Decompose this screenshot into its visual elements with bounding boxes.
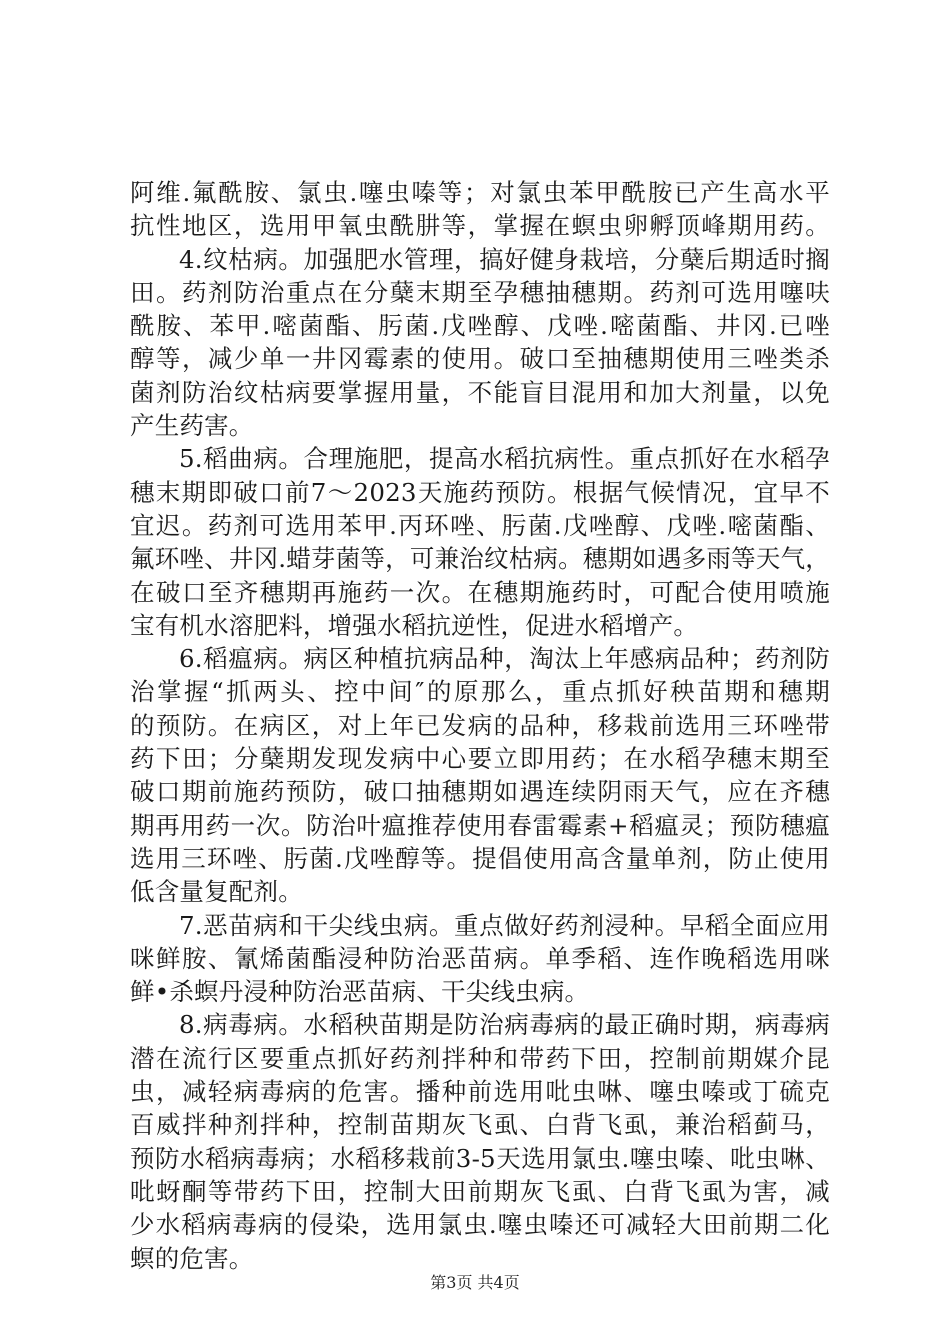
text-line: 田。药剂防治重点在分蘖末期至孕穗抽穗期。药剂可选用噻呋 — [130, 277, 830, 307]
text-line: 氟环唑、井冈.蜡芽菌等，可兼治纹枯病。穗期如遇多雨等天气， — [130, 544, 830, 574]
text-line: 螟的危害。 — [130, 1243, 254, 1273]
text-line: 阿维.氟酰胺、氯虫.噻虫嗪等；对氯虫苯甲酰胺已产生高水平 — [130, 178, 830, 207]
text-line: 菌剂防治纹枯病要掌握用量，不能盲目混用和加大剂量，以免 — [130, 377, 830, 407]
text-line: 的预防。在病区，对上年已发病的品种，移栽前选用三环唑带 — [130, 710, 830, 740]
text-line: 8.病毒病。水稻秧苗期是防治病毒病的最正确时期，病毒病 — [179, 1010, 830, 1040]
text-line: 药下田；分蘖期发现发病中心要立即用药；在水稻孕穗末期至 — [130, 744, 830, 774]
text-line: 醇等，减少单一井冈霉素的使用。破口至抽穗期使用三唑类杀 — [130, 344, 830, 374]
text-line: 4.纹枯病。加强肥水管理，搞好健身栽培，分蘖后期适时搁 — [179, 244, 830, 274]
text-line: 穗末期即破口前7～2023天施药预防。根据气候情况，宜早不 — [130, 477, 830, 507]
text-line: 5.稻曲病。合理施肥，提高水稻抗病性。重点抓好在水稻孕 — [179, 444, 830, 474]
text-line: 在破口至齐穗期再施药一次。在穗期施药时，可配合使用喷施 — [130, 577, 830, 607]
text-line: 酰胺、苯甲.嘧菌酯、肟菌.戊唑醇、戊唑.嘧菌酯、井冈.已唑 — [130, 311, 830, 341]
text-line: 宜迟。药剂可选用苯甲.丙环唑、肟菌.戊唑醇、戊唑.嘧菌酯、 — [130, 510, 830, 540]
text-line: 虫，减轻病毒病的危害。播种前选用吡虫啉、噻虫嗪或丁硫克 — [130, 1077, 830, 1107]
text-line: 宝有机水溶肥料，增强水稻抗逆性，促进水稻增产。 — [130, 610, 699, 640]
text-line: 鲜•杀螟丹浸种防治恶苗病、干尖线虫病。 — [130, 977, 590, 1007]
body-text — [130, 176, 830, 1275]
text-line: 咪鲜胺、氰烯菌酯浸种防治恶苗病。单季稻、连作晚稻选用咪 — [130, 943, 830, 973]
text-line: 少水稻病毒病的侵染，选用氯虫.噻虫嗪还可减轻大田前期二化 — [130, 1210, 830, 1240]
text-line: 低含量复配剂。 — [130, 877, 303, 907]
text-line: 7.恶苗病和干尖线虫病。重点做好药剂浸种。早稻全面应用 — [179, 910, 830, 940]
text-line: 6.稻瘟病。病区种植抗病品种，淘汰上年感病品种；药剂防 — [179, 644, 830, 674]
text-line: 潜在流行区要重点抓好药剂拌种和带药下田，控制前期媒介昆 — [130, 1043, 830, 1073]
page-footer: 第3页 共4页 — [430, 1273, 520, 1292]
text-line: 破口期前施药预防，破口抽穗期如遇连续阴雨天气，应在齐穗 — [130, 777, 830, 807]
text-line: 期再用药一次。防治叶瘟推荐使用春雷霉素+稻瘟灵；预防穗瘟 — [130, 810, 830, 840]
text-line: 治掌握“抓两头、控中间″的原那么，重点抓好秧苗期和穗期 — [130, 677, 830, 707]
text-line: 选用三环唑、肟菌.戊唑醇等。提倡使用高含量单剂，防止使用 — [130, 843, 830, 873]
text-line: 百威拌种剂拌种，控制苗期灰飞虱、白背飞虱，兼治稻蓟马， — [130, 1110, 830, 1140]
text-line: 吡蚜酮等带药下田，控制大田前期灰飞虱、白背飞虱为害，减 — [130, 1176, 830, 1206]
text-line: 预防水稻病毒病；水稻移栽前3-5天选用氯虫.噻虫嗪、吡虫啉、 — [130, 1143, 830, 1173]
text-line: 产生药害。 — [130, 411, 254, 441]
text-line: 抗性地区，选用甲氧虫酰肼等，掌握在螟虫卵孵顶峰期用药。 — [130, 211, 830, 241]
